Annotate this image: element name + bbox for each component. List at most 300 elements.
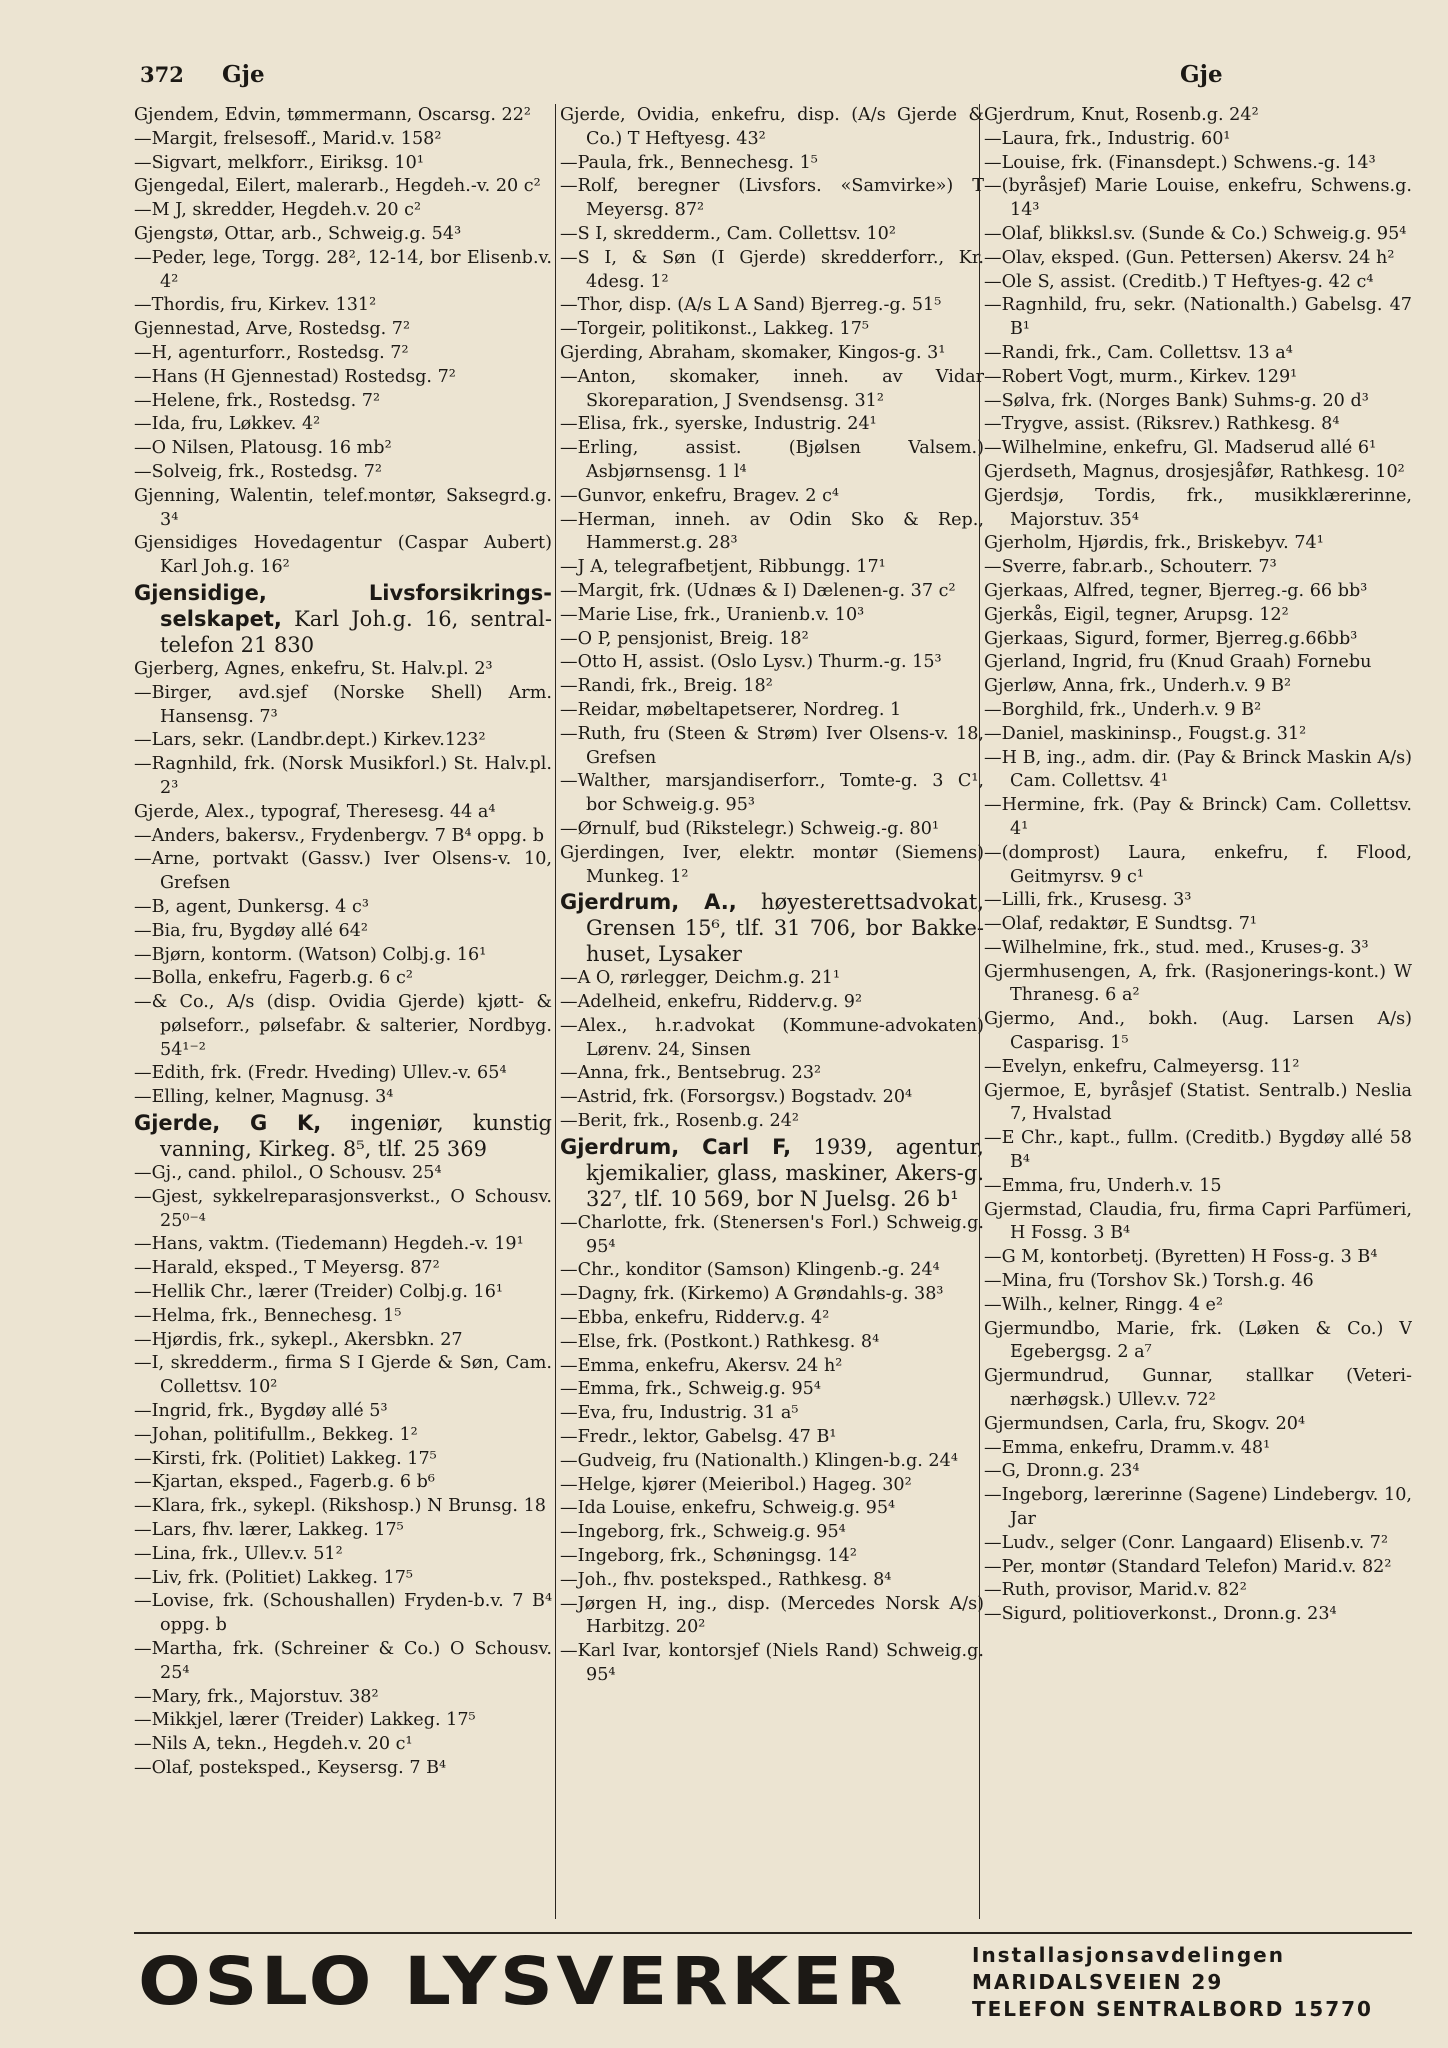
directory-entry — [984, 1603, 1412, 1627]
entry-text: —Bjørn, kontorm. (Watson) Colbj.g. 16¹ — [134, 944, 487, 965]
directory-entry — [984, 104, 1412, 128]
entry-text: —Anton, skomaker, inneh. av Vidar Skoreparation, J Svendsensg. 31² — [560, 366, 984, 411]
directory-entry — [560, 1259, 984, 1283]
directory-entry — [560, 152, 984, 176]
directory-entry — [560, 1450, 984, 1474]
directory-entry — [134, 1686, 552, 1710]
directory-entry — [560, 1593, 984, 1641]
entry-text: —Helge, kjører (Meieribol.) Hageg. 30² — [560, 1474, 912, 1495]
entry-text: —Wilhelmine, enkefru, Gl. Madserud allé 6¹ — [984, 438, 1377, 459]
directory-entry — [134, 318, 552, 342]
entry-text: Gjerkås, Eigil, tegner, Arupsg. 12² — [984, 604, 1289, 625]
directory-entry — [560, 1569, 984, 1593]
entry-text: —Peder, lege, Torgg. 28², 12-14, bor Elisenb.v. 4² — [134, 247, 552, 292]
directory-entry — [134, 1233, 552, 1257]
directory-entry — [134, 1086, 552, 1110]
directory-entry — [984, 723, 1412, 747]
entry-text: —Berit, frk., Rosenb.g. 24² — [560, 1111, 799, 1132]
entry-text: —Sverre, fabr.arb., Schouterr. 7³ — [984, 557, 1277, 578]
directory-entry — [560, 1307, 984, 1331]
directory-entry — [134, 753, 552, 801]
entry-text: —Margit, frk. (Udnæs & I) Dælenen-g. 37 c² — [560, 580, 956, 601]
directory-entry — [984, 532, 1412, 556]
entry-text: —Gudveig, fru (Nationalth.) Klingen-b.g. 24⁴ — [560, 1450, 958, 1471]
directory-entry — [560, 651, 984, 675]
directory-entry — [560, 1110, 984, 1134]
directory-entry — [984, 1318, 1412, 1366]
directory-entry — [134, 485, 552, 533]
directory-entry — [984, 1579, 1412, 1603]
entry-text: Gjensidiges Hovedagentur (Caspar Aubert) Karl Joh.g. 16² — [134, 533, 552, 578]
directory-entry — [134, 461, 552, 485]
directory-entry — [560, 413, 984, 437]
entry-text: —Ida, fru, Løkkev. 4² — [134, 414, 321, 435]
entry-text: Gjerholm, Hjørdis, frk., Briskebyv. 74¹ — [984, 533, 1324, 554]
directory-entry — [560, 485, 984, 509]
entry-text: —Otto H, assist. (Oslo Lysv.) Thurm.-g. 15³ — [560, 652, 942, 673]
directory-entry — [134, 1329, 552, 1353]
directory-entry — [984, 1270, 1412, 1294]
directory-entry — [134, 294, 552, 318]
directory-entry — [984, 271, 1412, 295]
directory-entry — [134, 437, 552, 461]
directory-entry — [984, 1294, 1412, 1318]
entry-text: —Elling, kelner, Magnusg. 3⁴ — [134, 1087, 394, 1108]
entry-text: —Olaf, posteksped., Keysersg. 7 B⁴ — [134, 1758, 447, 1778]
advertisement-line: TELEFON SENTRALBORD 15770 — [972, 1997, 1373, 2021]
directory-entry — [134, 1110, 552, 1162]
directory-entry — [984, 913, 1412, 937]
entry-text: —Ragnhild, frk. (Norsk Musikforl.) St. Halv.pl. 2³ — [134, 754, 552, 798]
directory-entry — [134, 1281, 552, 1305]
directory-entry — [134, 247, 552, 295]
directory-entry — [984, 128, 1412, 152]
entry-text: —Mina, fru (Torshov Sk.) Torsh.g. 46 — [984, 1271, 1314, 1292]
directory-entry — [560, 628, 984, 652]
directory-entry — [984, 1437, 1412, 1461]
directory-entry — [560, 1086, 984, 1110]
directory-entry — [560, 556, 984, 580]
directory-entry — [560, 604, 984, 628]
directory-entry — [984, 675, 1412, 699]
directory-entry — [560, 318, 984, 342]
entry-text: —S I, skredderm., Cam. Collettsv. 10² — [560, 223, 896, 244]
directory-entry — [560, 818, 984, 842]
entry-text: —Ørnulf, bud (Rikstelegr.) Schweig.-g. 80¹ — [560, 818, 939, 839]
entry-text: —Trygve, assist. (Riksrev.) Rathkesg. 8⁴ — [984, 414, 1340, 435]
directory-entry — [134, 1757, 552, 1781]
directory-entry — [134, 801, 552, 825]
entry-text: —Ragnhild, fru, sekr. (Nationalth.) Gabelsg. 47 B¹ — [984, 295, 1412, 340]
advertisement-banner — [134, 1932, 1412, 2030]
entry-text: —Ingeborg, lærerinne (Sagene) Lindebergv. 10, Jar — [984, 1485, 1412, 1530]
directory-entry — [134, 1424, 552, 1448]
directory-entry — [560, 1062, 984, 1086]
entry-text: —Ingrid, frk., Bygdøy allé 5³ — [134, 1401, 388, 1422]
entry-text: —Emma, enkefru, Akersv. 24 h² — [560, 1355, 843, 1376]
entry-bold-name: Gjerdrum, A., — [560, 890, 737, 915]
entry-text: 1939, agentur, kjemikalier, glass, maskiner, Akers-g. 32⁷, tlf. 10 569, bor N Juelsg. 26 b¹ — [586, 1134, 984, 1211]
directory-entry — [134, 104, 552, 128]
entry-text: Gjermstad, Claudia, fru, firma Capri Parfümeri, H Fossg. 3 B⁴ — [984, 1199, 1412, 1244]
entry-text: Gjerde, Ovidia, enkefru, disp. (A/s Gjerde & Co.) T Heftyesg. 43² — [560, 105, 984, 149]
entry-text: —Johan, politifullm., Bekkeg. 1² — [134, 1424, 418, 1445]
entry-text: —Hjørdis, frk., sykepl., Akersbkn. 27 — [134, 1329, 463, 1350]
entry-text: —Torgeir, politikonst., Lakkeg. 17⁵ — [560, 319, 869, 340]
directory-entry — [134, 1567, 552, 1591]
entry-text: —Ida Louise, enkefru, Schweig.g. 95⁴ — [560, 1498, 896, 1519]
entry-text: Karl Joh.g. 16, sentral-telefon 21 830 — [160, 606, 552, 657]
directory-entry — [134, 1471, 552, 1495]
entry-text: —Lars, fhv. lærer, Lakkeg. 17⁵ — [134, 1520, 404, 1541]
entry-text: —H B, ing., adm. dir. (Pay & Brinck Maskin A/s) Cam. Collettsv. 4¹ — [984, 747, 1412, 792]
entry-text: —Hermine, frk. (Pay & Brinck) Cam. Collettsv. 4¹ — [984, 795, 1412, 839]
directory-entry — [984, 580, 1412, 604]
directory-entry — [560, 675, 984, 699]
directory-entry — [560, 1474, 984, 1498]
entry-text: —Anders, bakersv., Frydenbergv. 7 B⁴ oppg. b — [134, 825, 544, 846]
entry-text: Gjerkaas, Alfred, tegner, Bjerreg.-g. 66 bb³ — [984, 580, 1368, 601]
entry-text: —Liv, frk. (Politiet) Lakkeg. 17⁵ — [134, 1567, 413, 1588]
directory-entry — [984, 390, 1412, 414]
directory-entry — [134, 682, 552, 730]
entry-text: Gjermundsen, Carla, fru, Skogv. 20⁴ — [984, 1413, 1306, 1434]
directory-entry — [134, 991, 552, 1062]
directory-entry — [134, 1590, 552, 1638]
entry-text: —Ebba, enkefru, Ridderv.g. 4² — [560, 1308, 830, 1329]
entry-text: —Randi, frk., Breig. 18² — [560, 676, 773, 697]
directory-entry — [134, 1400, 552, 1424]
entry-text: —Mikkjel, lærer (Treider) Lakkeg. 17⁵ — [134, 1710, 476, 1731]
directory-entry — [134, 1162, 552, 1186]
directory-entry — [560, 1015, 984, 1063]
entry-text: —Emma, fru, Underh.v. 15 — [984, 1175, 1222, 1196]
directory-entry — [134, 1448, 552, 1472]
column-3 — [984, 104, 1412, 1919]
directory-entry — [560, 1355, 984, 1379]
entry-text: —Ole S, assist. (Creditb.) T Heftyes-g. 42 c⁴ — [984, 271, 1374, 292]
directory-entry — [134, 1352, 552, 1400]
entry-text: Gjerland, Ingrid, fru (Knud Graah) Fornebu — [984, 652, 1372, 673]
directory-entry — [560, 247, 984, 295]
entry-text: —G, Dronn.g. 23⁴ — [984, 1461, 1140, 1482]
entry-text: Gjermoe, E, byråsjef (Statist. Sentralb.) Neslia 7, Hvalstad — [984, 1080, 1412, 1125]
entry-text: —Anna, frk., Bentsebrug. 23² — [560, 1063, 822, 1084]
entry-text: Gjendem, Edvin, tømmermann, Oscarsg. 22² — [134, 105, 531, 125]
entry-text: —Wilh., kelner, Ringg. 4 e² — [984, 1294, 1224, 1315]
entry-text: Gjermundbo, Marie, frk. (Løken & Co.) V Egebergsg. 2 a⁷ — [984, 1318, 1412, 1363]
entry-text: Gjengstø, Ottar, arb., Schweig.g. 54³ — [134, 223, 462, 244]
directory-entry — [134, 658, 552, 682]
directory-entry — [984, 1127, 1412, 1175]
entry-text: —Evelyn, enkefru, Calmeyersg. 11² — [984, 1056, 1300, 1077]
entry-text: —Lilli, frk., Krusesg. 3³ — [984, 890, 1192, 911]
entry-text: —Thor, disp. (A/s L A Sand) Bjerreg.-g. 51⁵ — [560, 295, 942, 316]
directory-entry — [560, 967, 984, 991]
entry-text: —Paula, frk., Bennechesg. 1⁵ — [560, 152, 818, 173]
entry-text: —Daniel, maskininsp., Fougst.g. 31² — [984, 723, 1307, 744]
directory-entry — [560, 1331, 984, 1355]
directory-entry — [134, 967, 552, 991]
entry-text: —Herman, inneh. av Odin Sko & Rep., Hammerst.g. 28³ — [560, 509, 984, 554]
advertisement-line: Installasjonsavdelingen — [972, 1943, 1285, 1967]
directory-entry — [984, 1199, 1412, 1247]
directory-entry — [984, 1484, 1412, 1532]
entry-text: —Hellik Chr., lærer (Treider) Colbj.g. 16¹ — [134, 1282, 503, 1303]
directory-entry — [134, 223, 552, 247]
entry-text: —Robert Vogt, murm., Kirkev. 129¹ — [984, 366, 1298, 387]
entry-text: —Lars, sekr. (Landbr.dept.) Kirkev.123² — [134, 730, 486, 751]
entry-text: Gjerdseth, Magnus, drosjesjåfør, Rathkesg. 10² — [984, 461, 1405, 482]
entry-text: —E Chr., kapt., fullm. (Creditb.) Bygdøy allé 58 B⁴ — [984, 1128, 1412, 1173]
directory-entry — [984, 628, 1412, 652]
directory-entry — [134, 128, 552, 152]
entry-text: —Ruth, fru (Steen & Strøm) Iver Olsens-v. 18, Grefsen — [560, 723, 984, 768]
directory-entry — [560, 699, 984, 723]
directory-entry — [560, 294, 984, 318]
directory-entry — [984, 747, 1412, 795]
entry-text: —Alex., h.r.advokat (Kommune-advokaten) Lørenv. 24, Sinsen — [560, 1015, 984, 1060]
directory-entry — [134, 944, 552, 968]
entry-text: —Eva, fru, Industrig. 31 a⁵ — [560, 1403, 799, 1424]
entry-text: —Karl Ivar, kontorsjef (Niels Rand) Schweig.g. 95⁴ — [560, 1641, 984, 1686]
directory-entry — [560, 1426, 984, 1450]
directory-entry — [134, 896, 552, 920]
directory-entry — [984, 1080, 1412, 1128]
entry-text: —Emma, enkefru, Dramm.v. 48¹ — [984, 1437, 1271, 1458]
entry-text: —Rolf, beregner (Livsfors. «Samvirke») T Meyersg. 87² — [560, 176, 984, 221]
entry-text: —Olaf, blikksl.sv. (Sunde & Co.) Schweig.g. 95⁴ — [984, 223, 1407, 244]
directory-entry — [984, 1175, 1412, 1199]
directory-entry — [134, 1638, 552, 1686]
directory-entry — [134, 580, 552, 658]
directory-entry — [560, 104, 984, 152]
entry-text: Gjennestad, Arve, Rostedsg. 7² — [134, 319, 411, 340]
entry-text: —Joh., fhv. posteksped., Rathkesg. 8⁴ — [560, 1569, 892, 1590]
entry-text: Gjerberg, Agnes, enkefru, St. Halv.pl. 2³ — [134, 658, 493, 679]
directory-entry — [560, 437, 984, 485]
entry-text: ingeniør, kunstig vanning, Kirkeg. 8⁵, tlf. 25 369 — [160, 1111, 552, 1162]
entry-text: —Helma, frk., Bennechesg. 1⁵ — [134, 1305, 402, 1326]
entry-text: —Dagny, frk. (Kirkemo) A Grøndahls-g. 38³ — [560, 1284, 944, 1305]
directory-entry — [134, 825, 552, 849]
entry-text: —Lovise, frk. (Schoushallen) Fryden-b.v. 7 B⁴ oppg. b — [134, 1591, 552, 1636]
entry-text: høyesterettsadvokat, Grensen 15⁶, tlf. 31 706, bor Bakke-huset, Lysaker — [586, 890, 984, 967]
entry-text: —Bia, fru, Bygdøy allé 64² — [134, 920, 368, 941]
entry-bold-name: Gjerde, G K, — [134, 1111, 322, 1136]
directory-entry — [984, 461, 1412, 485]
entry-text: —Per, montør (Standard Telefon) Marid.v. 82² — [984, 1556, 1392, 1577]
entry-text: —O P, pensjonist, Breig. 18² — [560, 628, 809, 649]
directory-entry — [560, 175, 984, 223]
column-1 — [134, 104, 552, 1919]
entry-text: Gjengedal, Eilert, malerarb., Hegdeh.-v. 20 c² — [134, 176, 541, 197]
running-head-left: Gje — [222, 61, 265, 88]
directory-entry — [134, 1709, 552, 1733]
entry-text: —Laura, frk., Industrig. 60¹ — [984, 128, 1231, 149]
page-number: 372 — [140, 62, 184, 87]
column-divider — [555, 104, 556, 1919]
directory-entry — [984, 699, 1412, 723]
directory-entry — [984, 1365, 1412, 1413]
directory-entry — [984, 152, 1412, 176]
entry-text: —Sigurd, politioverkonst., Dronn.g. 23⁴ — [984, 1604, 1337, 1625]
entry-text: —Hans, vaktm. (Tiedemann) Hegdeh.-v. 19¹ — [134, 1234, 524, 1255]
entry-text: —Charlotte, frk. (Stenersen's Forl.) Schweig.g. 95⁴ — [560, 1212, 984, 1257]
entry-text: —(domprost) Laura, enkefru, f. Flood, Geitmyrsv. 9 c¹ — [984, 842, 1412, 887]
directory-entry — [134, 848, 552, 896]
entry-text: —Borghild, frk., Underh.v. 9 B² — [984, 699, 1262, 720]
entry-text: —Emma, frk., Schweig.g. 95⁴ — [560, 1379, 821, 1400]
directory-entry — [134, 175, 552, 199]
entry-text: —Ingeborg, frk., Schøningsg. 14² — [560, 1546, 857, 1567]
entry-text: —& Co., A/s (disp. Ovidia Gjerde) kjøtt- & pølseforr., pølsefabr. & salterier, Nordbyg. 54¹⁻² — [134, 992, 552, 1060]
directory-entry — [984, 794, 1412, 842]
directory-entry — [560, 1521, 984, 1545]
entry-text: —S I, & Søn (I Gjerde) skredderforr., Kr. 4desg. 1² — [560, 247, 984, 292]
entry-text: —G M, kontorbetj. (Byretten) H Foss-g. 3 B⁴ — [984, 1247, 1378, 1268]
directory-entry — [984, 604, 1412, 628]
entry-text: —Harald, eksped., T Meyersg. 87² — [134, 1258, 440, 1279]
directory-entry — [134, 729, 552, 753]
entry-text: —Randi, frk., Cam. Collettsv. 13 a⁴ — [984, 342, 1293, 363]
entry-text: —A O, rørlegger, Deichm.g. 21¹ — [560, 968, 841, 989]
directory-entry — [984, 247, 1412, 271]
entry-text: —Bolla, enkefru, Fagerb.g. 6 c² — [134, 968, 413, 989]
directory-entry — [560, 509, 984, 557]
entry-text: —Kirsti, frk. (Politiet) Lakkeg. 17⁵ — [134, 1448, 437, 1469]
entry-text: —Else, frk. (Postkont.) Rathkesg. 8⁴ — [560, 1331, 880, 1352]
directory-entry — [984, 889, 1412, 913]
entry-text: —Ingeborg, frk., Schweig.g. 95⁴ — [560, 1522, 846, 1543]
entry-text: —Gunvor, enkefru, Bragev. 2 c⁴ — [560, 485, 839, 506]
directory-entry — [134, 152, 552, 176]
directory-entry — [984, 1532, 1412, 1556]
directory-entry — [560, 1212, 984, 1260]
entry-bold-name: Gjerdrum, Carl F, — [560, 1134, 792, 1159]
directory-entry — [984, 294, 1412, 342]
running-head-right: Gje — [1180, 61, 1223, 88]
entry-text: —Gj., cand. philol., O Schousv. 25⁴ — [134, 1163, 442, 1184]
entry-text: —Elisa, frk., syerske, Industrig. 24¹ — [560, 414, 877, 435]
directory-entry — [984, 651, 1412, 675]
entry-text: —Hans (H Gjennestad) Rostedsg. 7² — [134, 366, 456, 387]
directory-entry — [134, 1257, 552, 1281]
entry-text: —B, agent, Dunkersg. 4 c³ — [134, 896, 369, 917]
directory-entry — [560, 223, 984, 247]
entry-text: —Chr., konditor (Samson) Klingenb.-g. 24⁴ — [560, 1260, 940, 1281]
entry-text: —Birger, avd.sjef (Norske Shell) Arm. Hansensg. 7³ — [134, 682, 552, 727]
entry-text: —Ruth, provisor, Marid.v. 82² — [984, 1580, 1247, 1601]
directory-entry — [560, 889, 984, 967]
directory-entry — [984, 342, 1412, 366]
entry-text: Gjerde, Alex., typograf, Theresesg. 44 a⁴ — [134, 801, 496, 822]
directory-entry — [984, 1056, 1412, 1080]
entry-text: —Arne, portvakt (Gassv.) Iver Olsens-v. 10, Grefsen — [134, 849, 552, 894]
entry-text: Gjerløw, Anna, frk., Underh.v. 9 B² — [984, 676, 1292, 697]
entry-text: Gjerkaas, Sigurd, former, Bjerreg.g.66bb³ — [984, 628, 1358, 649]
directory-entry — [134, 1305, 552, 1329]
entry-text: Gjerdingen, Iver, elektr. montør (Siemens) Munkeg. 1² — [560, 842, 984, 887]
entry-text: —Solveig, frk., Rostedsg. 7² — [134, 461, 382, 482]
directory-entry — [134, 1186, 552, 1234]
directory-entry — [984, 366, 1412, 390]
entry-text: —Sigvart, melkforr., Eiriksg. 10¹ — [134, 152, 424, 173]
entry-text: Gjerdrum, Knut, Rosenb.g. 24² — [984, 105, 1259, 125]
advertisement-company: OSLO LYSVERKER — [138, 1943, 906, 2020]
directory-entry — [134, 532, 552, 580]
entry-text: —Marie Lise, frk., Uranienb.v. 10³ — [560, 604, 865, 625]
entry-text: —Gjest, sykkelreparasjonsverkst., O Schousv. 25⁰⁻⁴ — [134, 1186, 552, 1231]
directory-entry — [984, 961, 1412, 1009]
entry-text: —Olaf, redaktør, E Sundtsg. 7¹ — [984, 914, 1257, 935]
directory-entry — [984, 413, 1412, 437]
entry-text: —J A, telegrafbetjent, Ribbungg. 17¹ — [560, 557, 886, 578]
entry-text: —Thordis, fru, Kirkev. 131² — [134, 295, 377, 316]
entry-text: —Edith, frk. (Fredr. Hveding) Ullev.-v. 65⁴ — [134, 1063, 507, 1084]
entry-text: —Olav, eksped. (Gun. Pettersen) Akersv. 24 h² — [984, 247, 1395, 268]
entry-text: —Martha, frk. (Schreiner & Co.) O Schousv. 25⁴ — [134, 1639, 552, 1683]
entry-text: —Ludv., selger (Conr. Langaard) Elisenb.v. 7² — [984, 1532, 1389, 1553]
entry-text: —H, agenturforr., Rostedsg. 7² — [134, 342, 409, 363]
entry-text: —Adelheid, enkefru, Ridderv.g. 9² — [560, 992, 863, 1013]
directory-entry — [134, 390, 552, 414]
directory-entry — [134, 199, 552, 223]
entry-text: —Klara, frk., sykepl. (Rikshosp.) N Brunsg. 18 — [134, 1496, 546, 1517]
directory-entry — [134, 342, 552, 366]
entry-bold-name: Gjensidige, Livsforsikrings-selskapet, — [134, 580, 552, 631]
entry-text: —Wilhelmine, frk., stud. med., Kruses-g. 3³ — [984, 937, 1369, 958]
entry-text: —Kjartan, eksped., Fagerb.g. 6 b⁶ — [134, 1472, 435, 1493]
directory-entry — [560, 1378, 984, 1402]
entry-text: —(byråsjef) Marie Louise, enkefru, Schwens.g. 14³ — [984, 176, 1412, 221]
entry-text: —Sølva, frk. (Norges Bank) Suhms-g. 20 d³ — [984, 390, 1369, 411]
entry-text: —Louise, frk. (Finansdept.) Schwens.-g. 14³ — [984, 152, 1376, 173]
entry-text: —Mary, frk., Majorstuv. 38² — [134, 1686, 379, 1707]
directory-entry — [560, 342, 984, 366]
entry-text: —Erling, assist. (Bjølsen Valsem.) Asbjørnsensg. 1 l⁴ — [560, 438, 984, 482]
entry-text: —Fredr., lektor, Gabelsg. 47 B¹ — [560, 1427, 837, 1448]
directory-entry — [134, 366, 552, 390]
directory-entry — [984, 485, 1412, 533]
entry-text: —I, skredderm., firma S I Gjerde & Søn, Cam. Collettsv. 10² — [134, 1353, 552, 1398]
directory-entry — [134, 413, 552, 437]
directory-entry — [134, 1062, 552, 1086]
entry-text: Gjerding, Abraham, skomaker, Kingos-g. 3¹ — [560, 342, 946, 363]
entry-text: Gjenning, Walentin, telef.montør, Saksegrd.g. 3⁴ — [134, 485, 552, 530]
entry-text: —Lina, frk., Ullev.v. 51² — [134, 1543, 343, 1564]
directory-entry — [560, 1402, 984, 1426]
directory-entry — [560, 1497, 984, 1521]
directory-entry — [134, 1519, 552, 1543]
entry-text: Gjermundrud, Gunnar, stallkar (Veteri-nærhøgsk.) Ullev.v. 72² — [984, 1366, 1412, 1411]
entry-text: —Jørgen H, ing., disp. (Mercedes Norsk A/s) Harbitzg. 20² — [560, 1593, 984, 1638]
directory-entry — [134, 1543, 552, 1567]
entry-text: Gjerdsjø, Tordis, frk., musikklærerinne, Majorstuv. 35⁴ — [984, 485, 1412, 530]
directory-entry — [560, 842, 984, 890]
directory-entry — [984, 937, 1412, 961]
column-divider — [979, 104, 980, 1919]
entry-text: —O Nilsen, Platousg. 16 mb² — [134, 438, 392, 459]
directory-entry — [984, 842, 1412, 890]
directory-entry — [560, 723, 984, 771]
directory-entry — [984, 175, 1412, 223]
directory-entry — [984, 1460, 1412, 1484]
entry-text: Gjermhusengen, A, frk. (Rasjonerings-kont.) W Thranesg. 6 a² — [984, 961, 1412, 1006]
column-2 — [560, 104, 984, 1919]
entry-text: —Astrid, frk. (Forsorgsv.) Bogstadv. 20⁴ — [560, 1087, 913, 1108]
directory-entry — [984, 1246, 1412, 1270]
